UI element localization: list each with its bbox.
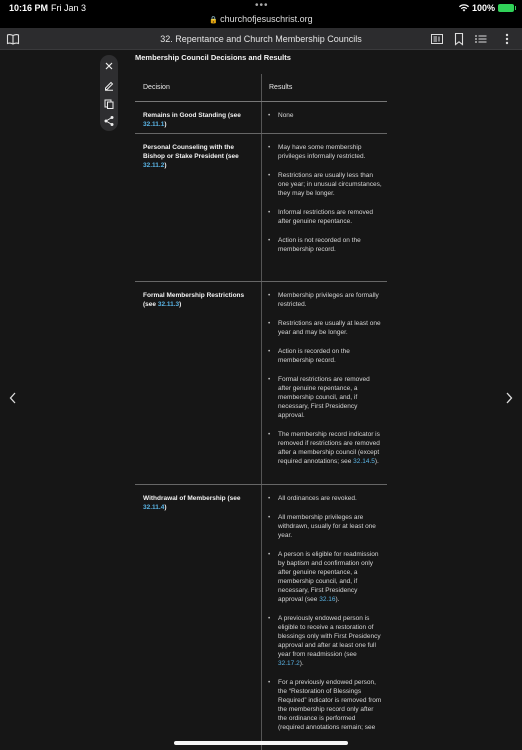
- decision-cell: [143, 111, 257, 129]
- chevron-left-icon[interactable]: [8, 391, 18, 405]
- decision-cell: [143, 494, 257, 512]
- result-text: The membership record indicator is removed if restrictions are removed after a membership council (except required annotations; see: [278, 431, 380, 465]
- result-item: [268, 550, 383, 604]
- table-row: [135, 282, 387, 485]
- header-results: Results: [269, 84, 293, 91]
- results-list: [268, 111, 383, 130]
- result-text: A person is eligible for readmission by baptism and confirmation only after genuine repentance, a membership council, and, if necessary, First Presidency approval (see: [278, 551, 379, 603]
- decision-text: Personal Counseling with the Bishop or Stake President (see: [143, 144, 239, 160]
- result-text: All ordinances are revoked.: [278, 495, 357, 502]
- results-list: [268, 291, 383, 476]
- decision-text: Withdrawal of Membership (see: [143, 495, 241, 502]
- more-icon[interactable]: [500, 32, 514, 46]
- chapter-title: 32. Repentance and Church Membership Councils: [160, 34, 362, 44]
- table-caption: Membership Council Decisions and Results: [135, 53, 291, 62]
- result-text: Restrictions are usually at least one year and may be longer.: [278, 320, 381, 336]
- result-item: [268, 236, 383, 254]
- share-icon[interactable]: [103, 114, 115, 126]
- result-item: [268, 143, 383, 161]
- table-header: [135, 74, 387, 102]
- result-text: None: [278, 112, 294, 119]
- decision-close: ): [164, 121, 167, 128]
- decision-close: ): [179, 301, 182, 308]
- table-row: [135, 102, 387, 134]
- result-close: ).: [335, 596, 340, 603]
- decision-text: Formal Membership Restrictions (see: [143, 292, 245, 308]
- result-text: Informal restrictions are removed after genuine repentance.: [278, 209, 374, 225]
- result-item: [268, 291, 383, 309]
- results-list: [268, 494, 383, 742]
- ref-link[interactable]: 32.11.1: [143, 121, 165, 128]
- result-text: For a previously endowed person, the “Restoration of Blessings Required” indicator is removed from the membership record only after the ordinance is performed (required annotations remain; see: [278, 679, 382, 731]
- result-text: All membership privileges are withdrawn, usually for at least one year.: [278, 514, 376, 539]
- decision-close: ): [164, 504, 167, 511]
- ref-link[interactable]: 32.11.2: [143, 162, 165, 169]
- result-item: [268, 319, 383, 337]
- decision-text: Remains in Good Standing (see: [143, 112, 241, 119]
- status-bar: [0, 0, 522, 28]
- multitask-dots-icon[interactable]: •••: [255, 0, 269, 11]
- list-icon[interactable]: [474, 32, 488, 46]
- address-bar[interactable]: [0, 14, 522, 24]
- results-list: [268, 143, 383, 264]
- result-item: [268, 375, 383, 420]
- lock-icon: 🔒: [209, 17, 219, 24]
- status-right: [459, 3, 514, 13]
- url-text: churchofjesuschrist.org: [220, 14, 313, 24]
- result-item: [268, 494, 383, 503]
- battery-icon: [498, 4, 514, 12]
- wifi-icon: [459, 4, 469, 12]
- ref-link[interactable]: 32.14.5: [353, 458, 375, 465]
- result-text: Membership privileges are formally restricted.: [278, 292, 379, 308]
- chevron-right-icon[interactable]: [504, 391, 514, 405]
- ref-link[interactable]: 32.17.2: [278, 660, 300, 667]
- result-close: ).: [374, 458, 379, 465]
- result-text: Action is not recorded on the membership record.: [278, 237, 361, 253]
- reader-content[interactable]: [0, 50, 522, 750]
- bookmark-icon[interactable]: [452, 32, 466, 46]
- decision-cell: [143, 143, 257, 170]
- close-icon[interactable]: [103, 59, 115, 71]
- result-item: [268, 347, 383, 365]
- result-close: ).: [299, 660, 304, 667]
- header-decision: Decision: [143, 84, 170, 91]
- highlight-icon[interactable]: [103, 78, 115, 90]
- result-item: [268, 614, 383, 668]
- result-text: A previously endowed person is eligible to receive a restoration of blessings only with First Presidency approval and after at least one full year from readmission (see: [278, 615, 381, 658]
- result-item: [268, 678, 383, 732]
- table-row: [135, 134, 387, 282]
- result-text: Formal restrictions are removed after genuine repentance, a membership council, and, if necessary, First Presidency approval.: [278, 376, 370, 419]
- ref-link[interactable]: 32.11.3: [157, 301, 180, 308]
- decision-close: ): [164, 162, 167, 169]
- app-toolbar: [0, 28, 522, 50]
- result-text: Restrictions are usually less than one year; in unusual circumstances, they may be longer.: [278, 172, 382, 197]
- reader-mode-icon[interactable]: [430, 32, 444, 46]
- ref-link[interactable]: 32.16: [319, 596, 336, 603]
- result-text: Action is recorded on the membership record.: [278, 348, 350, 364]
- result-item: [268, 430, 383, 466]
- result-item: [268, 171, 383, 198]
- status-date: Fri Jan 3: [51, 3, 87, 13]
- decision-cell: [143, 291, 257, 309]
- home-indicator[interactable]: [174, 741, 348, 745]
- annotation-palette: [100, 55, 118, 131]
- table-row: [135, 485, 387, 750]
- ref-link[interactable]: 32.11.4: [143, 504, 165, 511]
- copy-icon[interactable]: [103, 97, 115, 109]
- status-time: 10:16 PM: [9, 3, 49, 13]
- battery-percent: 100%: [471, 3, 495, 13]
- result-item: [268, 208, 383, 226]
- result-text: May have some membership privileges informally restricted.: [278, 144, 366, 160]
- decisions-table: [135, 74, 387, 750]
- result-item: [268, 111, 383, 120]
- result-item: [268, 513, 383, 540]
